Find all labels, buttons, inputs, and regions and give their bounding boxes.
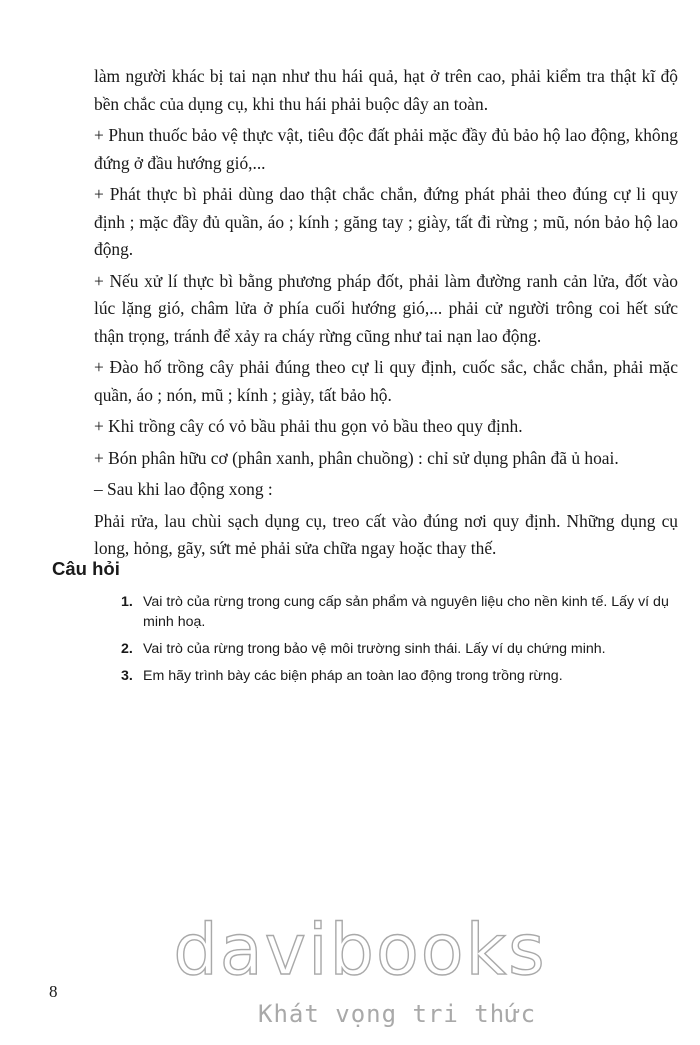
questions-list: [121, 592, 687, 693]
question-text: Vai trò của rừng trong bảo vệ môi trường sinh thái. Lấy ví dụ chứng minh.: [143, 641, 606, 657]
paragraph-2: + Phun thuốc bảo vệ thực vật, tiêu độc đất phải mặc đầy đủ bảo hộ lao động, không đứng ở đầu hướng gió,...: [94, 125, 678, 173]
question-item: [121, 666, 687, 686]
watermark-slogan: Khát vọng tri thức: [258, 1000, 537, 1028]
question-text: Vai trò của rừng trong cung cấp sản phẩm và nguyên liệu cho nền kinh tế. Lấy ví dụ minh hoạ.: [143, 594, 669, 630]
paragraph-8: – Sau khi lao động xong :: [94, 479, 273, 499]
questions-heading: Câu hỏi: [52, 558, 120, 579]
watermark-brand: davibooks: [173, 909, 547, 991]
question-number: 1.: [121, 594, 133, 610]
paragraph-7: + Bón phân hữu cơ (phân xanh, phân chuồng) : chỉ sử dụng phân đã ủ hoai.: [94, 447, 619, 468]
paragraph-9: Phải rửa, lau chùi sạch dụng cụ, treo cất vào đúng nơi quy định. Những dụng cụ long, hỏng, gãy, sứt mẻ phải sửa chữa ngay hoặc thay thế.: [94, 510, 678, 558]
question-item: [121, 592, 687, 632]
body-text: [94, 63, 678, 567]
question-number: 2.: [121, 641, 133, 657]
paragraph-3: + Phát thực bì phải dùng dao thật chắc chắn, đứng phát phải theo đúng cự li quy định ; mặc đầy đủ quần, áo ; kính ; găng tay ; giày, tất đi rừng ; mũ, nón bảo hộ lao động.: [94, 184, 678, 259]
paragraph-4: + Nếu xử lí thực bì bằng phương pháp đốt, phải làm đường ranh cản lửa, đốt vào lúc lặng gió, châm lửa ở phía cuối hướng gió,... phải cử người trông coi hết sức thận trọng, tránh để xảy ra cháy rừng cũng như tai nạn lao động.: [94, 270, 678, 346]
paragraph-6: + Khi trồng cây có vỏ bầu phải thu gọn vỏ bầu theo quy định.: [94, 416, 523, 436]
paragraph-1: làm người khác bị tai nạn như thu hái quả, hạt ở trên cao, phải kiểm tra thật kĩ độ bền chắc của dụng cụ, khi thu hái phải buộc dây an toàn.: [94, 66, 678, 114]
question-number: 3.: [121, 668, 133, 684]
paragraph-5: + Đào hố trồng cây phải đúng theo cự li quy định, cuốc sắc, chắc chắn, phải mặc quần, áo ; nón, mũ ; kính ; giày, tất bảo hộ.: [94, 357, 678, 405]
question-text: Em hãy trình bày các biện pháp an toàn lao động trong trồng rừng.: [143, 668, 563, 684]
page-number: 8: [49, 982, 58, 1001]
question-item: [121, 639, 687, 659]
